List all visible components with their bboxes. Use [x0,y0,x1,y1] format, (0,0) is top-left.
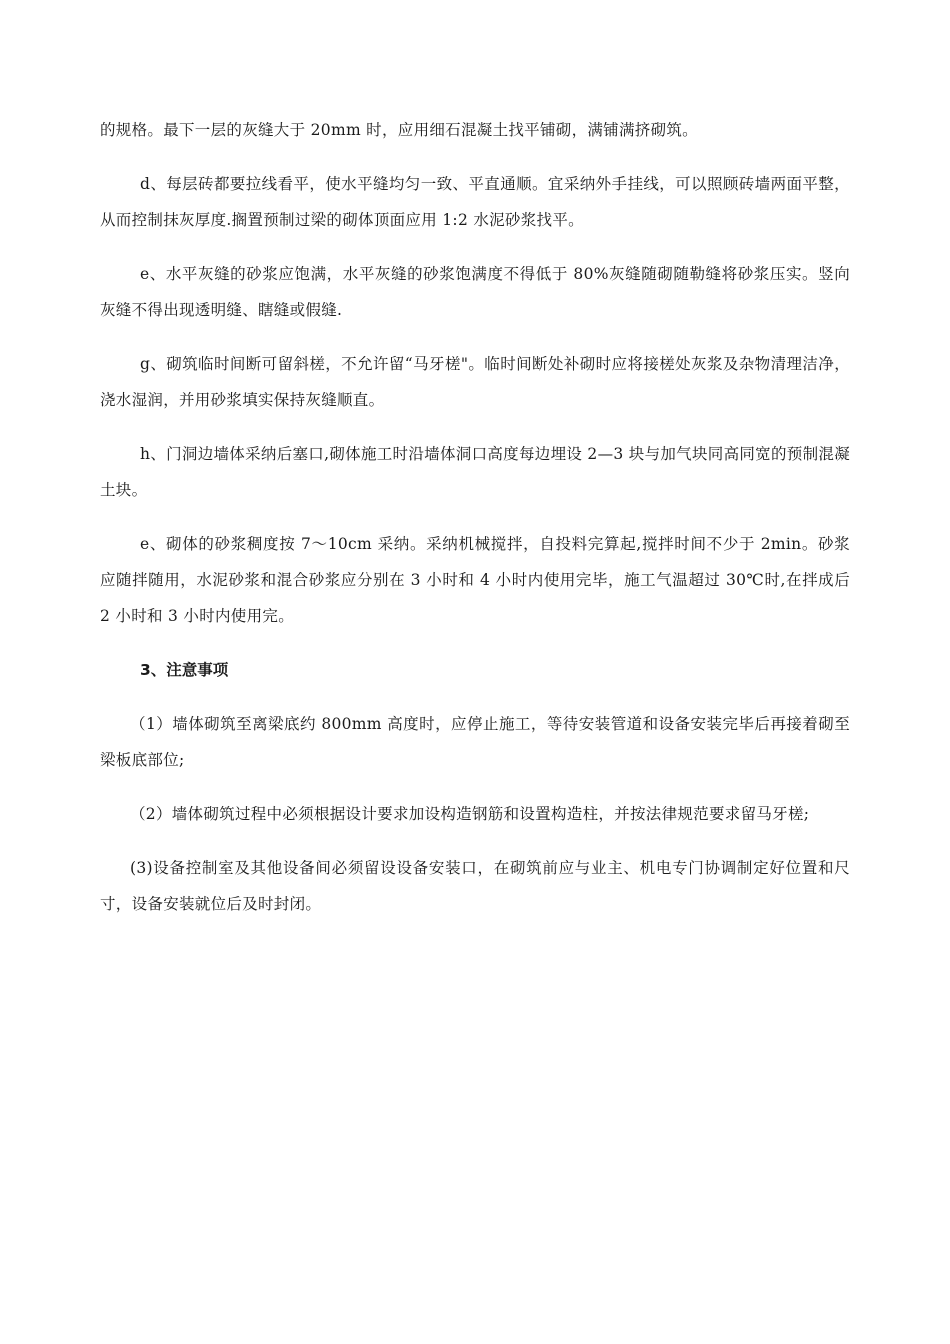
paragraph-item-h: h、门洞边墙体采纳后塞口,砌体施工时沿墙体洞口高度每边埋设 2—3 块与加气块同高同宽的预制混凝土块。 [100,445,850,499]
paragraph-item-d: d、每层砖都要拉线看平，使水平缝均匀一致、平直通顺。宜采纳外手挂线，可以照顾砖墙两面平整，从而控制抹灰厚度.搁置预制过梁的砌体顶面应用 1:2 水泥砂浆找平。 [100,175,850,229]
paragraph-continuation: 的规格。最下一层的灰缝大于 20mm 时，应用细石混凝土找平铺砌，满铺满挤砌筑。 [100,121,698,139]
note-item-1: （1）墙体砌筑至离梁底约 800mm 高度时，应停止施工，等待安装管道和设备安装完毕后再接着砌至梁板底部位; [100,715,850,769]
section-heading: 3、注意事项 [140,661,229,679]
paragraph-item-g: g、砌筑临时间断可留斜槎，不允许留“马牙槎"。临时间断处补砌时应将接槎处灰浆及杂物清理洁净，浇水湿润，并用砂浆填实保持灰缝顺直。 [100,355,850,409]
paragraph-item-e-mortar: e、砌体的砂浆稠度按 7～10cm 采纳。采纳机械搅拌，自投料完算起,搅拌时间不少于 2min。砂浆应随拌随用，水泥砂浆和混合砂浆应分别在 3 小时和 4 小时内使用完毕，施工气温超过 30℃时,在拌成后 2 小时和 3 小时内使用完。 [100,535,850,625]
note-item-3: (3)设备控制室及其他设备间必须留设设备安装口，在砌筑前应与业主、机电专门协调制定好位置和尺寸，设备安装就位后及时封闭。 [100,859,850,913]
document-page [100,112,850,922]
paragraph-item-e: e、水平灰缝的砂浆应饱满，水平灰缝的砂浆饱满度不得低于 80%灰缝随砌随勒缝将砂浆压实。竖向灰缝不得出现透明缝、瞎缝或假缝. [100,265,850,319]
note-item-2: （2）墙体砌筑过程中必须根据设计要求加设构造钢筋和设置构造柱，并按法律规范要求留马牙槎; [130,805,810,823]
